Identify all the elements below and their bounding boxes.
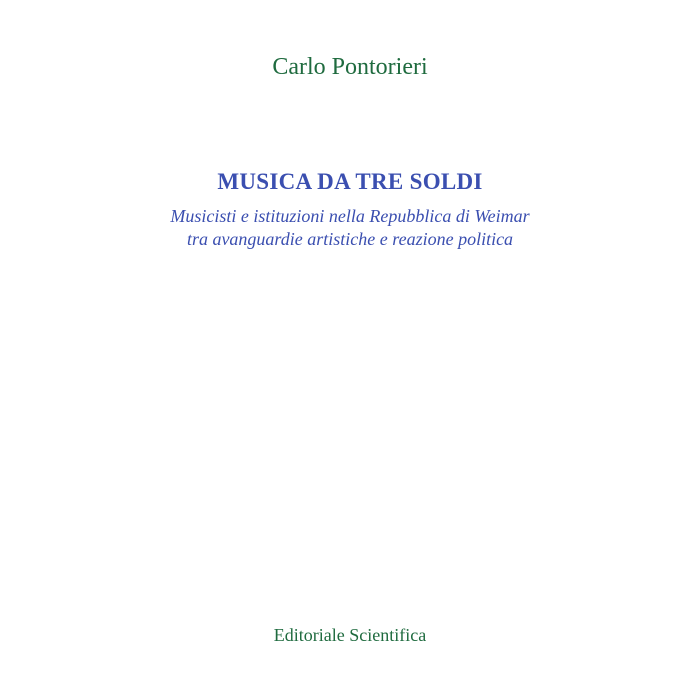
author-name: Carlo Pontorieri	[272, 54, 428, 80]
subtitle-line-2: tra avanguardie artistiche e reazione politica	[186, 229, 514, 249]
publisher-name: Editoriale Scientifica	[273, 625, 427, 645]
subtitle-line-1: Musicisti e istituzioni nella Repubblica di Weimar	[170, 206, 530, 226]
book-title: MUSICA DA TRE SOLDI	[217, 169, 483, 194]
